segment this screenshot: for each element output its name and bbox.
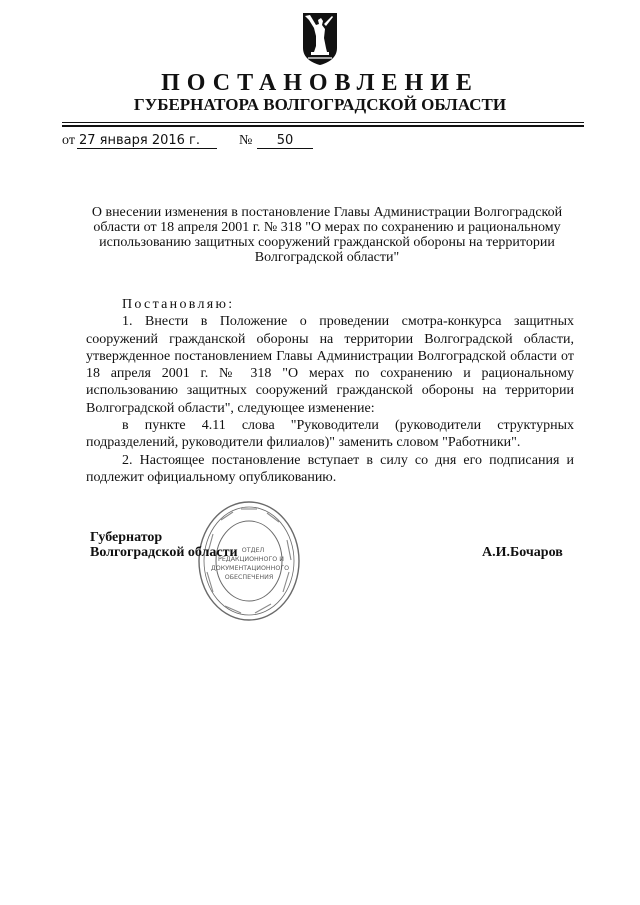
- document-subject: О внесении изменения в постановление Главы Администрации Волгоградской области от 18 апреля 2001 г. № 318 "О мерах по сохранению и рациональному использованию защитных сооружений гражданской обороны на территории Волгоградской области": [91, 205, 563, 265]
- date-number-line: [62, 133, 462, 153]
- document-body: [86, 296, 574, 486]
- document-date: 27 января 2016 г.: [77, 133, 217, 149]
- official-stamp: [197, 500, 301, 622]
- body-paragraph: 1. Внести в Положение о проведении смотра-конкурса защитных сооружений гражданской обороны на территории Волгоградской области, утвержденное постановлением Главы Администрации Волгоградской области от 18 апреля 2001 г. № 318 "О мерах по сохранению и рациональному использованию защитных сооружений гражданской обороны на территории Волгоградской области", следующее изменение:: [86, 314, 574, 416]
- stamp-text-line: ОТДЕЛ: [241, 547, 265, 554]
- stamp-text-line: ОБЕСПЕЧЕНИЯ: [224, 574, 274, 581]
- header-rule-thick: [62, 125, 584, 127]
- body-paragraph: в пункте 4.11 слова "Руководители (руководители структурных подразделений, руководители филиалов)" заменить словом "Работники".: [86, 418, 574, 451]
- document-type-heading: ПОСТАНОВЛЕНИЕ: [161, 70, 479, 96]
- header-rule-thin: [62, 122, 584, 123]
- motherland-statue-icon: [302, 12, 338, 66]
- document-number: 50: [257, 133, 313, 149]
- signatory-title: [90, 530, 238, 560]
- issuer-heading: ГУБЕРНАТОРА ВОЛГОГРАДСКОЙ ОБЛАСТИ: [133, 95, 507, 114]
- body-paragraph: 2. Настоящее постановление вступает в силу со дня его подписания и подлежит официальному опубликованию.: [86, 452, 574, 485]
- body-lead: Постановляю:: [122, 297, 235, 312]
- signatory-name: А.И.Бочаров: [482, 545, 563, 560]
- signatory-title-line: Губернатор: [90, 530, 163, 545]
- stamp-text-line: ДОКУМЕНТАЦИОННОГО: [210, 565, 290, 572]
- date-prefix: от: [62, 133, 75, 148]
- number-prefix: №: [239, 133, 253, 148]
- coat-of-arms-emblem: [302, 12, 338, 66]
- stamp-text-line: РЕДАКЦИОННОГО И: [218, 556, 284, 563]
- signatory-title-line: Волгоградской области: [90, 545, 238, 560]
